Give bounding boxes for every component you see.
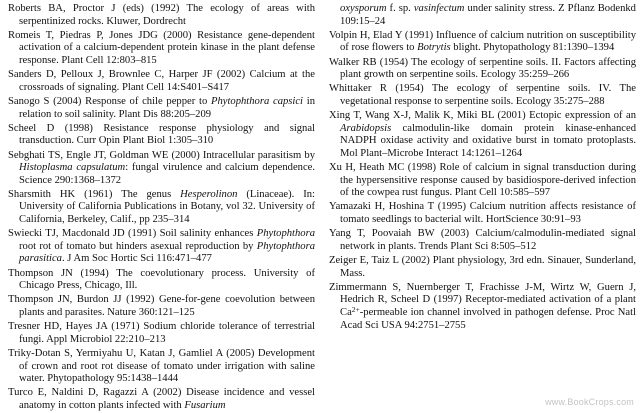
reference-entry xyxy=(8,30,315,68)
reference-text: under salinity stress. Z Pflanz Bodenkd 109:15–24 xyxy=(340,3,636,27)
reference-entry xyxy=(329,57,636,82)
reference-text: : fungal virulence and calcium dependence. Science 290:1368–1372 xyxy=(19,162,315,186)
reference-text: Scheel D (1998) Resistance response physiology and signal transduction. Curr Opin Plant Biol 1:305–310 xyxy=(8,122,315,147)
reference-text: (Linaceae). In: University of California Publications in Botany, vol 32. University of California, Berkeley, Calif., pp 235–314 xyxy=(19,188,315,226)
reference-text: Volpin H, Elad Y (1991) Influence of calcium nutrition on susceptibility of rose flowers to xyxy=(329,29,636,54)
reference-entry xyxy=(8,150,315,188)
reference-text: calmodulin-like domain protein kinase-enhanced NADPH oxidase activity and oxidative burst in tomato protoplasts. Mol Plant–Microbe Interact 14:1261–1264 xyxy=(340,122,636,159)
reference-entry xyxy=(329,162,636,200)
reference-text: root rot of tomato but hinders asexual reproduction by xyxy=(19,240,257,252)
reference-text: Sebghati TS, Engle JT, Goldman WE (2000) Intracellular parasitism by xyxy=(8,149,315,161)
italic-taxon: Arabidopsis xyxy=(340,122,392,134)
reference-text: Yamazaki H, Hoshina T (1995) Calcium nutrition affects resistance of tomato seedlings to bacterial wilt. HortScience 30:91–93 xyxy=(329,201,636,226)
reference-text: Swiecki TJ, Macdonald JD (1991) Soil salinity enhances xyxy=(8,228,257,240)
reference-text: Xing T, Wang X-J, Malik K, Miki BL (2001) Ectopic expression of an xyxy=(329,110,636,122)
reference-entry xyxy=(8,268,315,293)
italic-taxon: vasinfectum xyxy=(413,3,465,14)
reference-text: Zimmermann S, Nuernberger T, Frachisse J-M, Wirtz W, Guern J, Hedrich R, Scheel D (1997) Receptor-mediated activation of a plant Ca xyxy=(329,281,636,318)
watermark: www.BookCrops.com xyxy=(545,397,634,408)
italic-taxon: Fusarium xyxy=(184,399,226,411)
reference-entry xyxy=(329,83,636,108)
reference-text: -permeable ion channel involved in pathogen defense. Proc Natl Acad Sci USA 94:2751–2755 xyxy=(340,307,636,331)
reference-entry xyxy=(8,3,315,28)
reference-entry xyxy=(329,110,636,160)
reference-entry xyxy=(8,348,315,386)
reference-entry xyxy=(8,189,315,227)
reference-text: f. sp. xyxy=(386,3,414,14)
reference-entry xyxy=(8,69,315,94)
reference-text: Xu H, Heath MC (1998) Role of calcium in signal transduction during the hypersensitive response caused by basidiospore-derived infection of the cowpea rust fungus. Plant Cell 10:585–597 xyxy=(329,162,636,199)
reference-text: Tresner HD, Hayes JA (1971) Sodium chloride tolerance of terrestrial fungi. Appl Microbiol 22:210–213 xyxy=(8,321,315,345)
reference-entry xyxy=(329,30,636,55)
reference-text: Yang T, Poovaiah BW (2003) Calcium/calmodulin-mediated signal network in plants. Trends Plant Sci 8:505–512 xyxy=(329,228,636,252)
reference-text: Romeis T, Piedras P, Jones JDG (2000) Resistance gene-dependent activation of a calcium-dependent protein kinase in the plant defense response. Plant Cell 12:803–815 xyxy=(8,29,315,66)
reference-entry xyxy=(329,228,636,253)
italic-taxon: Histoplasma capsulatum xyxy=(19,162,126,174)
reference-text: Thompson JN, Burdon JJ (1992) Gene-for-gene coevolution between plants and parasites. Nature 360:121–125 xyxy=(8,294,315,318)
reference-column-right xyxy=(329,3,636,411)
italic-taxon: oxysporum xyxy=(340,3,387,14)
reference-column-left xyxy=(8,3,315,411)
reference-text: Triky-Dotan S, Yermiyahu U, Katan J, Gamliel A (2005) Development of crown and root rot disease of tomato under irrigation with saline water. Phytopathology 95:1438–1444 xyxy=(8,347,315,385)
italic-taxon: Botrytis xyxy=(417,42,451,54)
reference-text: Turco E, Naldini D, Ragazzi A (2002) Disease incidence and vessel anatomy in cotton plants infected with xyxy=(8,387,315,411)
reference-entry xyxy=(8,387,315,412)
reference-entry xyxy=(329,255,636,280)
reference-text: Whittaker R (1954) The ecology of serpentine soils. IV. The vegetational response to serpentine soils. Ecology 35:275–288 xyxy=(329,83,636,107)
italic-taxon: Phytophthora capsici xyxy=(210,95,304,107)
reference-entry xyxy=(8,96,315,121)
reference-text: blight. Phytopathology 81:1390–1394 xyxy=(450,42,615,54)
reference-entry-continued xyxy=(329,3,636,28)
reference-text: in relation to soil salinity. Plant Dis 88:205–209 xyxy=(19,95,316,120)
reference-text: Thompson JN (1994) The coevolutionary process. University of Chicago Press, Chicago, Ill. xyxy=(8,267,315,292)
reference-entry xyxy=(329,282,636,332)
reference-text: Sanogo S (2004) Response of chile pepper to xyxy=(8,95,211,107)
reference-text: Sanders D, Pelloux J, Brownlee C, Harper JF (2002) Calcium at the crossroads of signaling. Plant Cell 14:S401–S417 xyxy=(8,69,315,93)
reference-entry xyxy=(8,123,315,148)
reference-entry xyxy=(8,294,315,319)
italic-taxon: Hesperolinon xyxy=(180,188,238,200)
reference-text: . J Am Soc Hortic Sci 116:471–477 xyxy=(61,253,212,265)
reference-entry xyxy=(8,321,315,346)
reference-entry xyxy=(8,228,315,266)
reference-text: Roberts BA, Proctor J (eds) (1992) The ecology of areas with serpentinized rocks. Kluwer, Dordrecht xyxy=(8,3,315,27)
reference-entry xyxy=(329,201,636,226)
superscript: 2+ xyxy=(351,305,360,314)
reference-text: Sharsmith HK (1961) The genus xyxy=(8,188,181,200)
italic-taxon: Phytophthora xyxy=(256,228,315,240)
reference-text: Zeiger E, Taiz L (2002) Plant physiology, 3rd edn. Sinauer, Sunderland, Mass. xyxy=(329,255,636,279)
italic-taxon: Phytophthora parasitica xyxy=(19,240,315,265)
reference-text: Walker RB (1954) The ecology of serpentine soils. II. Factors affecting plant growth on serpentine soils. Ecology 35:259–266 xyxy=(329,56,636,81)
